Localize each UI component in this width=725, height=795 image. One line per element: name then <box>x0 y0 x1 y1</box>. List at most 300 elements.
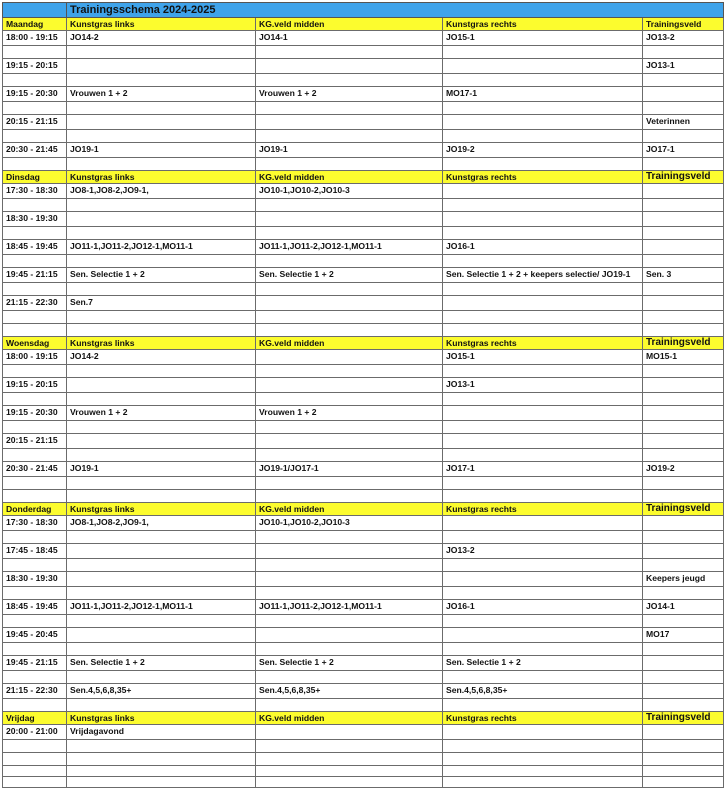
team-cell <box>67 572 256 587</box>
blank-row <box>3 587 724 600</box>
team-cell <box>643 406 724 421</box>
blank-cell <box>3 227 67 240</box>
blank-cell <box>67 158 256 171</box>
blank-cell <box>3 393 67 406</box>
blank-cell <box>443 740 643 753</box>
team-cell: JO19-1 <box>67 143 256 158</box>
field-header: Kunstgras rechts <box>443 171 643 184</box>
field-header: KG.veld midden <box>256 171 443 184</box>
blank-cell <box>3 255 67 268</box>
team-cell: Vrouwen 1 + 2 <box>256 87 443 102</box>
blank-row <box>3 699 724 712</box>
blank-cell <box>643 531 724 544</box>
blank-cell <box>256 615 443 628</box>
blank-row <box>3 615 724 628</box>
schedule-row <box>3 684 724 699</box>
team-cell <box>443 406 643 421</box>
team-cell: MO17 <box>643 628 724 643</box>
team-cell: Sen. Selectie 1 + 2 <box>67 656 256 671</box>
blank-row <box>3 283 724 296</box>
team-cell: JO19-1/JO17-1 <box>256 462 443 477</box>
blank-cell <box>443 615 643 628</box>
blank-cell <box>256 158 443 171</box>
blank-cell <box>3 421 67 434</box>
time-slot-cell: 19:15 - 20:30 <box>3 87 67 102</box>
team-cell <box>256 544 443 559</box>
schedule-row <box>3 240 724 255</box>
team-cell: Sen. Selectie 1 + 2 <box>67 268 256 283</box>
team-cell: JO15-1 <box>443 350 643 365</box>
time-slot-cell: 20:30 - 21:45 <box>3 462 67 477</box>
time-slot-cell: 19:45 - 21:15 <box>3 268 67 283</box>
blank-cell <box>643 615 724 628</box>
team-cell: JO13-1 <box>643 59 724 74</box>
team-cell: JO19-1 <box>67 462 256 477</box>
blank-cell <box>3 559 67 572</box>
schedule-row <box>3 350 724 365</box>
team-cell: Sen. Selectie 1 + 2 + keepers selectie/ JO19-1 <box>443 268 643 283</box>
team-cell: JO8-1,JO8-2,JO9-1, <box>67 516 256 531</box>
blank-cell <box>3 587 67 600</box>
blank-cell <box>443 777 643 788</box>
blank-cell <box>443 393 643 406</box>
blank-cell <box>256 324 443 337</box>
blank-cell <box>643 753 724 766</box>
blank-cell <box>643 324 724 337</box>
schedule-row <box>3 628 724 643</box>
team-cell <box>643 184 724 199</box>
team-cell: Sen.4,5,6,8,35+ <box>67 684 256 699</box>
blank-cell <box>67 227 256 240</box>
team-cell: Sen.4,5,6,8,35+ <box>443 684 643 699</box>
team-cell <box>443 434 643 449</box>
blank-cell <box>3 324 67 337</box>
blank-row <box>3 531 724 544</box>
blank-cell <box>3 477 67 490</box>
blank-row <box>3 671 724 684</box>
blank-row <box>3 365 724 378</box>
blank-cell <box>256 753 443 766</box>
time-slot-cell: 18:00 - 19:15 <box>3 31 67 46</box>
team-cell <box>643 684 724 699</box>
blank-cell <box>256 643 443 656</box>
blank-cell <box>256 449 443 462</box>
blank-cell <box>3 102 67 115</box>
blank-row <box>3 777 724 788</box>
blank-cell <box>3 74 67 87</box>
blank-row <box>3 102 724 115</box>
team-cell: JO10-1,JO10-2,JO10-3 <box>256 184 443 199</box>
blank-cell <box>67 477 256 490</box>
team-cell <box>256 115 443 130</box>
team-cell: JO11-1,JO11-2,JO12-1,MO11-1 <box>67 600 256 615</box>
time-slot-cell: 21:15 - 22:30 <box>3 296 67 311</box>
team-cell: JO13-2 <box>443 544 643 559</box>
blank-cell <box>443 531 643 544</box>
blank-cell <box>3 283 67 296</box>
field-header: Trainingsveld <box>643 712 724 725</box>
blank-row <box>3 324 724 337</box>
blank-cell <box>643 421 724 434</box>
field-header: KG.veld midden <box>256 712 443 725</box>
schedule-row <box>3 725 724 740</box>
blank-cell <box>67 615 256 628</box>
schedule-row <box>3 656 724 671</box>
blank-cell <box>443 449 643 462</box>
blank-cell <box>443 766 643 777</box>
team-cell: Veterinnen <box>643 115 724 130</box>
blank-row <box>3 490 724 503</box>
blank-cell <box>256 283 443 296</box>
team-cell: JO13-1 <box>443 378 643 393</box>
schedule-row <box>3 516 724 531</box>
blank-cell <box>67 102 256 115</box>
team-cell <box>643 212 724 227</box>
time-slot-cell: 20:15 - 21:15 <box>3 434 67 449</box>
blank-cell <box>443 46 643 59</box>
blank-row <box>3 740 724 753</box>
blank-cell <box>3 766 67 777</box>
day-name: Maandag <box>3 18 67 31</box>
blank-cell <box>67 421 256 434</box>
team-cell: Vrouwen 1 + 2 <box>256 406 443 421</box>
team-cell <box>443 184 643 199</box>
blank-cell <box>256 311 443 324</box>
blank-row <box>3 766 724 777</box>
blank-cell <box>643 393 724 406</box>
field-header: Kunstgras links <box>67 18 256 31</box>
blank-cell <box>67 311 256 324</box>
team-cell: JO14-1 <box>643 600 724 615</box>
schedule-row <box>3 268 724 283</box>
schedule-row <box>3 184 724 199</box>
team-cell: Sen.4,5,6,8,35+ <box>256 684 443 699</box>
team-cell: JO11-1,JO11-2,JO12-1,MO11-1 <box>256 240 443 255</box>
blank-cell <box>67 490 256 503</box>
day-header-row <box>3 171 724 184</box>
blank-cell <box>3 740 67 753</box>
blank-cell <box>256 490 443 503</box>
blank-cell <box>643 477 724 490</box>
blank-cell <box>643 311 724 324</box>
blank-cell <box>443 74 643 87</box>
time-slot-cell: 21:15 - 22:30 <box>3 684 67 699</box>
schedule-row <box>3 544 724 559</box>
schedule-row <box>3 87 724 102</box>
title-corner-cell <box>3 3 67 18</box>
field-header: Trainingsveld <box>643 18 724 31</box>
team-cell <box>643 240 724 255</box>
blank-cell <box>443 587 643 600</box>
blank-cell <box>643 777 724 788</box>
blank-cell <box>443 283 643 296</box>
blank-cell <box>67 255 256 268</box>
blank-cell <box>443 643 643 656</box>
blank-cell <box>3 615 67 628</box>
blank-cell <box>3 130 67 143</box>
blank-cell <box>67 671 256 684</box>
blank-cell <box>443 130 643 143</box>
blank-cell <box>67 766 256 777</box>
field-header: Kunstgras rechts <box>443 18 643 31</box>
field-header: Kunstgras links <box>67 712 256 725</box>
team-cell: Vrouwen 1 + 2 <box>67 87 256 102</box>
blank-cell <box>443 311 643 324</box>
field-header: KG.veld midden <box>256 337 443 350</box>
field-header: Trainingsveld <box>643 503 724 516</box>
blank-cell <box>67 449 256 462</box>
blank-cell <box>443 490 643 503</box>
team-cell: Keepers jeugd <box>643 572 724 587</box>
schedule-row <box>3 59 724 74</box>
team-cell <box>443 628 643 643</box>
blank-cell <box>443 753 643 766</box>
team-cell <box>256 572 443 587</box>
blank-cell <box>3 490 67 503</box>
page-title: Trainingsschema 2024-2025 <box>67 3 724 18</box>
blank-cell <box>3 46 67 59</box>
team-cell: JO19-2 <box>643 462 724 477</box>
team-cell: MO15-1 <box>643 350 724 365</box>
schedule-row <box>3 212 724 227</box>
blank-cell <box>643 227 724 240</box>
team-cell: Sen.7 <box>67 296 256 311</box>
blank-cell <box>256 102 443 115</box>
blank-cell <box>643 255 724 268</box>
blank-cell <box>3 699 67 712</box>
blank-cell <box>256 766 443 777</box>
blank-cell <box>67 393 256 406</box>
blank-cell <box>67 324 256 337</box>
blank-cell <box>443 699 643 712</box>
blank-cell <box>643 46 724 59</box>
team-cell <box>256 212 443 227</box>
blank-cell <box>256 46 443 59</box>
training-schedule-table <box>2 2 724 788</box>
schedule-row <box>3 296 724 311</box>
blank-cell <box>256 740 443 753</box>
blank-cell <box>3 311 67 324</box>
team-cell <box>256 434 443 449</box>
team-cell <box>67 59 256 74</box>
blank-cell <box>256 777 443 788</box>
team-cell: JO19-1 <box>256 143 443 158</box>
team-cell <box>67 544 256 559</box>
time-slot-cell: 18:45 - 19:45 <box>3 600 67 615</box>
schedule-row <box>3 572 724 587</box>
blank-cell <box>67 74 256 87</box>
day-name: Donderdag <box>3 503 67 516</box>
day-header-row <box>3 337 724 350</box>
blank-cell <box>256 477 443 490</box>
team-cell <box>67 378 256 393</box>
blank-cell <box>643 102 724 115</box>
blank-cell <box>67 777 256 788</box>
team-cell: Sen. Selectie 1 + 2 <box>443 656 643 671</box>
team-cell <box>443 725 643 740</box>
team-cell <box>256 350 443 365</box>
blank-cell <box>67 740 256 753</box>
blank-cell <box>443 477 643 490</box>
schedule-row <box>3 31 724 46</box>
blank-cell <box>256 255 443 268</box>
schedule-row <box>3 115 724 130</box>
blank-cell <box>3 158 67 171</box>
field-header: Kunstgras rechts <box>443 503 643 516</box>
team-cell: MO17-1 <box>443 87 643 102</box>
blank-cell <box>3 449 67 462</box>
blank-cell <box>256 199 443 212</box>
blank-cell <box>643 699 724 712</box>
team-cell <box>443 516 643 531</box>
blank-cell <box>3 531 67 544</box>
blank-cell <box>443 559 643 572</box>
time-slot-cell: 18:00 - 19:15 <box>3 350 67 365</box>
day-name: Woensdag <box>3 337 67 350</box>
blank-row <box>3 311 724 324</box>
blank-cell <box>443 158 643 171</box>
blank-cell <box>643 365 724 378</box>
team-cell: JO16-1 <box>443 240 643 255</box>
blank-cell <box>643 559 724 572</box>
schedule-row <box>3 143 724 158</box>
time-slot-cell: 18:45 - 19:45 <box>3 240 67 255</box>
blank-row <box>3 46 724 59</box>
time-slot-cell: 19:45 - 21:15 <box>3 656 67 671</box>
team-cell <box>256 296 443 311</box>
blank-cell <box>67 531 256 544</box>
time-slot-cell: 19:15 - 20:30 <box>3 406 67 421</box>
blank-cell <box>67 46 256 59</box>
team-cell <box>643 296 724 311</box>
title-row <box>3 3 724 18</box>
team-cell <box>443 296 643 311</box>
day-name: Dinsdag <box>3 171 67 184</box>
blank-cell <box>67 365 256 378</box>
blank-cell <box>443 227 643 240</box>
team-cell <box>443 572 643 587</box>
blank-row <box>3 449 724 462</box>
time-slot-cell: 19:15 - 20:15 <box>3 378 67 393</box>
team-cell <box>443 59 643 74</box>
blank-cell <box>67 283 256 296</box>
team-cell <box>643 725 724 740</box>
blank-cell <box>443 199 643 212</box>
blank-cell <box>256 587 443 600</box>
blank-cell <box>67 699 256 712</box>
team-cell <box>256 628 443 643</box>
schedule-row <box>3 462 724 477</box>
blank-cell <box>67 753 256 766</box>
blank-cell <box>67 559 256 572</box>
time-slot-cell: 19:45 - 20:45 <box>3 628 67 643</box>
blank-cell <box>256 699 443 712</box>
blank-cell <box>256 393 443 406</box>
team-cell <box>643 378 724 393</box>
blank-row <box>3 130 724 143</box>
team-cell <box>67 434 256 449</box>
time-slot-cell: 18:30 - 19:30 <box>3 572 67 587</box>
blank-cell <box>443 255 643 268</box>
blank-cell <box>3 777 67 788</box>
time-slot-cell: 19:15 - 20:15 <box>3 59 67 74</box>
field-header: Kunstgras rechts <box>443 337 643 350</box>
team-cell: JO11-1,JO11-2,JO12-1,MO11-1 <box>256 600 443 615</box>
blank-row <box>3 393 724 406</box>
blank-cell <box>256 531 443 544</box>
team-cell: Sen. Selectie 1 + 2 <box>256 268 443 283</box>
blank-cell <box>443 421 643 434</box>
team-cell: JO19-2 <box>443 143 643 158</box>
blank-cell <box>256 130 443 143</box>
blank-row <box>3 753 724 766</box>
team-cell: JO14-1 <box>256 31 443 46</box>
blank-cell <box>643 130 724 143</box>
blank-row <box>3 643 724 656</box>
field-header: KG.veld midden <box>256 18 443 31</box>
team-cell: JO8-1,JO8-2,JO9-1, <box>67 184 256 199</box>
blank-row <box>3 227 724 240</box>
team-cell <box>256 59 443 74</box>
blank-cell <box>643 74 724 87</box>
blank-cell <box>3 365 67 378</box>
field-header: Kunstgras links <box>67 171 256 184</box>
blank-cell <box>3 643 67 656</box>
blank-cell <box>643 283 724 296</box>
blank-cell <box>643 490 724 503</box>
team-cell: Sen. 3 <box>643 268 724 283</box>
time-slot-cell: 17:45 - 18:45 <box>3 544 67 559</box>
blank-cell <box>443 365 643 378</box>
blank-row <box>3 74 724 87</box>
field-header: Trainingsveld <box>643 171 724 184</box>
day-name: Vrijdag <box>3 712 67 725</box>
blank-cell <box>256 559 443 572</box>
team-cell <box>643 656 724 671</box>
team-cell: JO11-1,JO11-2,JO12-1,MO11-1 <box>67 240 256 255</box>
time-slot-cell: 17:30 - 18:30 <box>3 516 67 531</box>
team-cell <box>443 115 643 130</box>
day-header-row <box>3 712 724 725</box>
team-cell <box>67 115 256 130</box>
blank-row <box>3 199 724 212</box>
team-cell <box>443 212 643 227</box>
blank-cell <box>67 130 256 143</box>
blank-cell <box>67 199 256 212</box>
team-cell <box>643 87 724 102</box>
blank-cell <box>256 74 443 87</box>
blank-cell <box>643 766 724 777</box>
field-header: Kunstgras rechts <box>443 712 643 725</box>
team-cell: JO14-2 <box>67 31 256 46</box>
team-cell <box>256 378 443 393</box>
blank-row <box>3 255 724 268</box>
time-slot-cell: 17:30 - 18:30 <box>3 184 67 199</box>
schedule-row <box>3 406 724 421</box>
blank-cell <box>643 199 724 212</box>
team-cell: JO16-1 <box>443 600 643 615</box>
blank-cell <box>643 158 724 171</box>
blank-row <box>3 158 724 171</box>
day-header-row <box>3 503 724 516</box>
team-cell <box>643 544 724 559</box>
blank-cell <box>3 753 67 766</box>
blank-cell <box>256 671 443 684</box>
day-header-row <box>3 18 724 31</box>
blank-cell <box>256 421 443 434</box>
blank-row <box>3 477 724 490</box>
time-slot-cell: 20:15 - 21:15 <box>3 115 67 130</box>
